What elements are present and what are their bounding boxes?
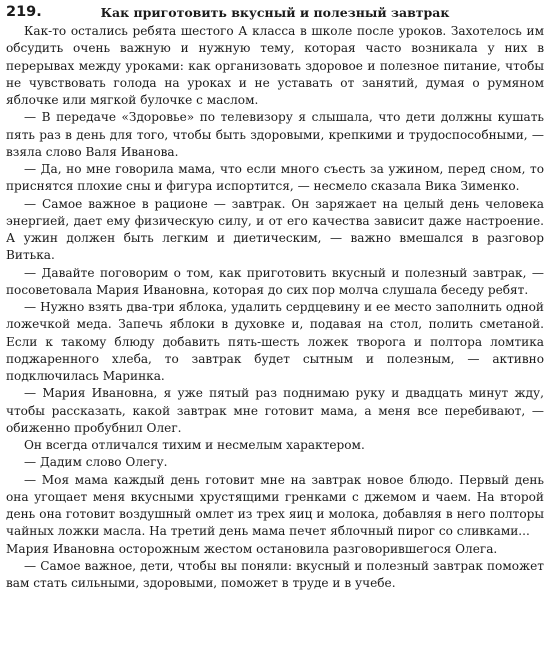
paragraph-intro: Как-то остались ребята шестого А класса в школе после уроков. Захотелось им обсудить очень важную и нужную тему, которая часто возникала у них в перерывах между уроками: как организовать здоровое и полезное питание, чтобы не чувствовать голода на уроках и не уставать от занятий, думая о румяном яблочке или мягкой булочке с маслом. — [6, 24, 544, 107]
paragraph-conclusion: — Самое важное, дети, чтобы вы поняли: вкусный и полезный завтрак поможет вам стать сильными, здоровыми, поможет в труде и в учебе. — [6, 558, 544, 590]
paragraph-vitka: — Самое важное в рационе — завтрак. Он заряжает на целый день человека энергией, дает ему физическую силу, и от его качества зависит даже настроение. А ужин должен быть легким и диетическим, — важно вмешался в разговор Витька. — [6, 196, 544, 263]
exercise-text — [6, 23, 544, 592]
paragraph-oleg-story: — Моя мама каждый день готовит мне на завтрак новое блюдо. Первый день она угощает меня вкусными хрустящими гренками с джемом и чаем. На второй день она готовит воздушный омлет из трех яиц и молока, добавляя в него полторы чайных ложки масла. На третий день мама печет яблочный пирог со сливками... — [6, 472, 544, 539]
exercise-header — [6, 3, 544, 23]
paragraph-oleg-character: Он всегда отличался тихим и несмелым характером. — [24, 438, 365, 452]
paragraph-give-oleg-word: — Дадим слово Олегу. — [24, 455, 168, 470]
exercise-number: 219. — [6, 4, 42, 20]
paragraph-teacher-stops: Мария Ивановна осторожным жестом остановила разговорившегося Олега. — [6, 541, 498, 556]
paragraph-teacher-suggests: — Давайте поговорим о том, как приготовить вкусный и полезный завтрак, — посоветовала Мария Ивановна, которая до сих пор молча слушала беседу ребят. — [6, 265, 544, 297]
paragraph-valya: — В передаче «Здоровье» по телевизору я слышала, что дети должны кушать пять раз в день для того, чтобы быть здоровыми, крепкими и трудоспособными, — взяла слово Валя Иванова. — [6, 110, 544, 159]
paragraph-oleg-waits: — Мария Ивановна, я уже пятый раз поднимаю руку и двадцать минут жду, чтобы рассказать, какой завтрак мне готовит мама, а меня все перебивают, — обиженно пробубнил Олег. — [6, 386, 544, 435]
paragraph-vika: — Да, но мне говорила мама, что если много съесть за ужином, перед сном, то приснятся плохие сны и фигура испортится, — несмело сказала Вика Зименко. — [6, 162, 544, 194]
paragraph-marinka: — Нужно взять два-три яблока, удалить сердцевину и ее место заполнить одной ложечкой меда. Запечь яблоки в духовке и, подавая на стол, полить сметаной. Если к такому блюду добавить пять-шесть ложек творога и полтора ломтика поджаренного хлеба, то завтрак будет сытным и полезным, — активно подключилась Маринка. — [6, 300, 544, 383]
exercise-title: Как приготовить вкусный и полезный завтрак — [100, 5, 450, 20]
